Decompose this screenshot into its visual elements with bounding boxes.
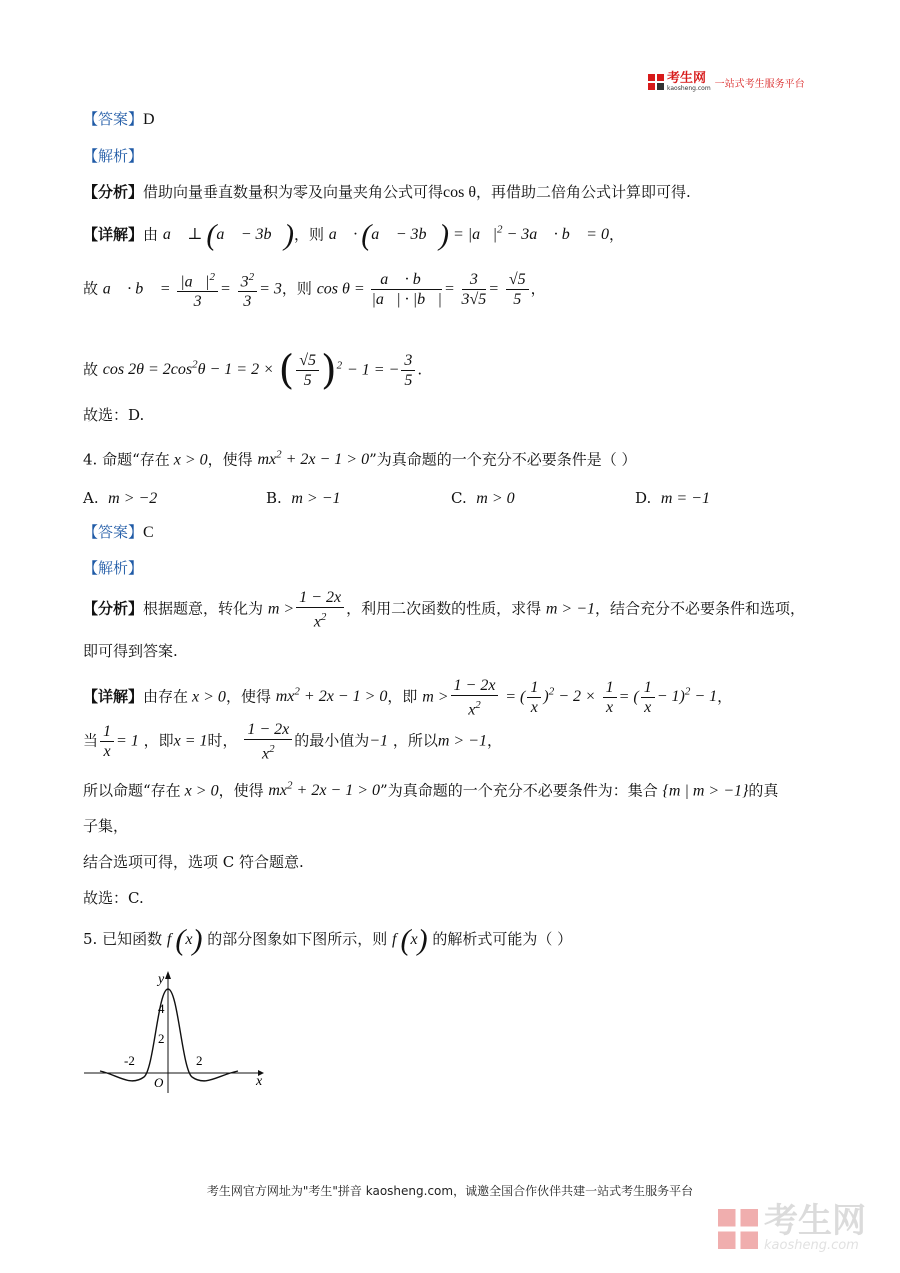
q3-fenxi: 【分析】借助向量垂直数量积为零及向量夹角公式可得cos θ，再借助二倍角公式计算即可得. — [83, 183, 691, 201]
watermark-logo-icon — [718, 1209, 758, 1249]
q3-answer-line — [83, 109, 155, 130]
q5-stem: 5. 已知函数 f (x) 的部分图象如下图所示，则 f (x) 的解析式可能为（ ） — [83, 923, 573, 957]
q4-detail-line5: 结合选项可得，选项 C 符合题意. — [83, 853, 304, 871]
tick-2-x: 2 — [196, 1053, 203, 1068]
q4-option-b[interactable]: B. m > −1 — [266, 489, 341, 507]
watermark — [718, 1201, 866, 1253]
answer-tag: 【答案】 — [83, 110, 144, 128]
q4-detail-line2: 当 $\frac{1}{x}$ = 1 ，即x = 1时， $\frac{1 - 2x}{x^2}$ 的最小值为−1 ，所以m > −1， — [83, 721, 502, 763]
page-footer: 考生网官方网址为"考生"拼音 kaosheng.com，诚邀全国合作伙伴共建一站式考生服务平台 — [206, 1184, 694, 1198]
header-logo — [648, 72, 805, 92]
q4-fenxi-cont: 即可得到答案. — [83, 642, 178, 660]
logo-brand: 考生网 — [667, 71, 707, 86]
tick-4: 4 — [158, 1001, 165, 1016]
origin-label: O — [154, 1075, 164, 1090]
tick-2-y: 2 — [158, 1031, 165, 1046]
q4-answer-line: 【答案】C — [83, 523, 154, 541]
q3-detail-line1: 【详解】由 a⃗ ⊥ (a⃗ − 3b⃗)，则 a⃗ · (a⃗ − 3b⃗) = $|a⃗|^2$ − 3a⃗ · b⃗ = 0， — [83, 218, 624, 252]
y-axis-arrow — [165, 971, 171, 979]
q3-detail-line2: 故 a⃗ · b⃗ = $\frac{|a⃗|^2}{3}$ = $\frac{3^2}{3}$ = 3，则 cos θ = $\frac{a⃗ \cdot b⃗}{|a⃗| \cdot |b⃗|}$ = $\frac{3}{3√5}$ = $\frac{√5}{5}$ ， — [83, 268, 546, 311]
q4-analysis-tag: 【解析】 — [83, 559, 144, 577]
fenxi-tag: 【分析】 — [83, 183, 144, 201]
logo-domain: kaosheng.com — [667, 85, 711, 92]
q3-detail-line3: 故 $\cos 2\theta = 2\cos^2\theta - 1 = 2$ × ( $\frac{√5}{5}$ )$^2$ − 1 = − $\frac{3}{5}$ . — [83, 347, 423, 394]
logo-slogan: 一站式考生服务平台 — [714, 78, 805, 90]
logo-icon — [648, 74, 664, 90]
q4-detail-line4: 子集， — [83, 817, 129, 835]
q4-detail-line3: 所以命题“存在 x > 0，使得 $mx^2 + 2x - 1 > 0$”为真命题的一个充分不必要条件为：集合 {m | m > −1}的真 — [83, 780, 779, 800]
curve — [100, 989, 238, 1081]
analysis-tag: 【解析】 — [83, 147, 144, 165]
q4-stem: 4. 命题“存在 x > 0，使得 $mx^2 + 2x - 1 > 0$”为真命题的一个充分不必要条件是（ ） — [83, 449, 637, 469]
answer-value: D — [143, 111, 155, 128]
q4-option-d[interactable]: D. m = −1 — [635, 489, 710, 507]
q4-fenxi: 【分析】根据题意，转化为 m > $\frac{1 - 2x}{x^2}$ ，利用二次函数的性质，求得 m > −1，结合充分不必要条件和选项， — [83, 589, 806, 631]
watermark-brand: 考生网 — [764, 1201, 866, 1241]
q4-conclusion: 故选：C. — [83, 889, 144, 907]
q4-option-a[interactable]: A. m > −2 — [83, 489, 158, 507]
watermark-domain: kaosheng.com — [764, 1238, 859, 1253]
y-label: y — [158, 972, 165, 987]
q4-detail-line1: 【详解】由存在 x > 0，使得 $mx^2 + 2x - 1 > 0$，即 m > $\frac{1 - 2x}{x^2}$ = ( $\frac{1}{x}$ )$^2$ − 2 × $\frac{1}{x}$ = ( $\frac{1}{x}$ − 1)$^2$ − 1， — [83, 676, 733, 718]
tick-neg2: -2 — [124, 1053, 135, 1068]
q4-option-c[interactable]: C. m > 0 — [451, 489, 515, 507]
function-graph — [78, 965, 268, 1095]
x-label: x — [256, 1074, 263, 1089]
q3-conclusion: 故选：D. — [83, 406, 145, 424]
